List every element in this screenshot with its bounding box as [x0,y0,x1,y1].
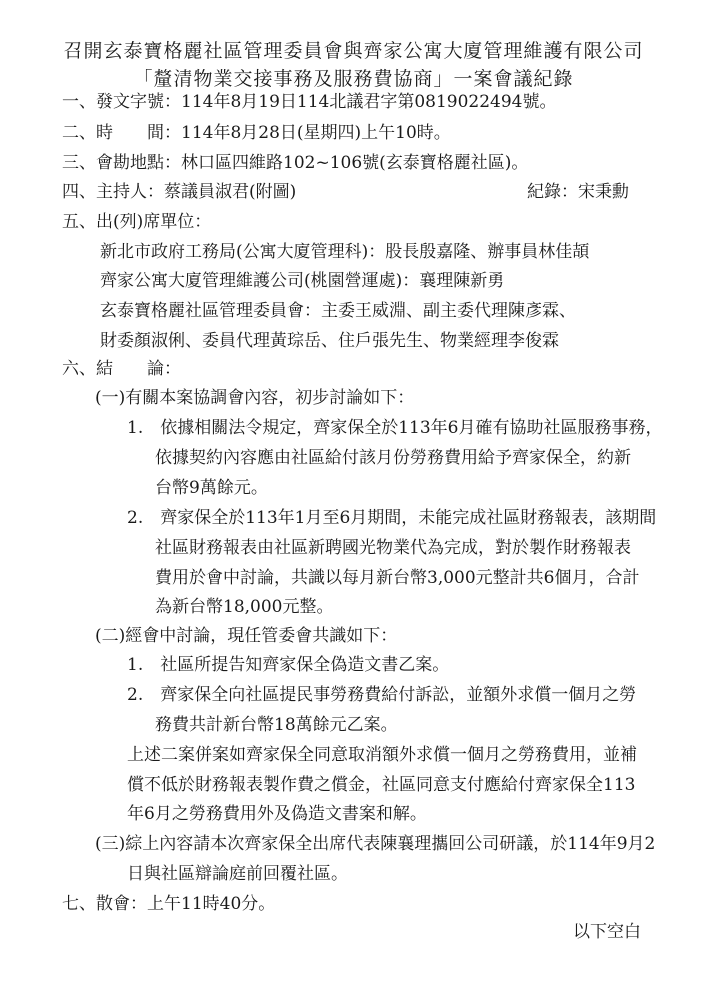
section-2-summary-line: 年6月之勞務費用外及偽造文書案和解。 [127,804,427,824]
document-title-line-2: 「釐清物業交接事務及服務費協商」一案會議紀錄 [133,68,574,90]
section-2-heading: (二)經會中討論，現任管委會共識如下： [95,626,398,646]
item-location: 三、會勘地點：林口區四維路102~106號(玄泰寶格麗社區)。 [62,153,529,173]
section-1-heading: (一)有關本案協調會內容，初步討論如下： [95,388,415,408]
attendee-line: 齊家公寓大廈管理維護公司(桃園營運處)：襄理陳新勇 [100,271,505,291]
attendee-line: 玄泰寶格麗社區管理委員會：主委王威淵、副主委代理陳彥霖、 [100,301,576,321]
section-3-line: (三)綜上內容請本次齊家保全出席代表陳襄理攜回公司研議，於114年9月2 [95,834,656,854]
item-chair: 四、主持人：蔡議員淑君(附圖) [62,182,297,202]
item-meeting-time: 二、時 間：114年8月28日(星期四)上午10時。 [62,123,451,143]
section-2-summary-line: 償不低於財務報表製作費之償金，社區同意支付應給付齊家保全113 [127,775,636,795]
section-1-item-2-line: 社區財務報表由社區新聘國光物業代為完成，對於製作財務報表 [155,538,631,558]
end-of-document-note: 以下空白 [573,922,641,942]
section-1-item-1-line: 1. 依據相關法令規定，齊家保全於113年6月確有協助社區服務事務， [127,418,663,438]
document-title-line-1: 召開玄泰寶格麗社區管理委員會與齊家公寓大廈管理維護有限公司 [63,40,644,62]
section-1-item-1-line: 台幣9萬餘元。 [155,478,268,498]
section-1-item-2-line: 2. 齊家保全於113年1月至6月期間，未能完成社區財務報表，該期間 [127,508,657,528]
section-1-item-2-line: 為新台幣18,000元整。 [155,597,334,617]
item-recorder: 紀錄：宋秉勳 [527,182,629,202]
section-2-item-1: 1. 社區所提告知齊家保全偽造文書乙案。 [127,655,450,675]
section-2-summary-line: 上述二案併案如齊家保全同意取消額外求償一個月之勞務費用，並補 [127,745,637,765]
section-2-item-2-line: 務費共計新台幣18萬餘元乙案。 [155,715,398,735]
section-1-item-2-line: 費用於會中討論，共識以每月新台幣3,000元整計共6個月，合計 [155,568,640,588]
attendees-heading: 五、出(列)席單位： [62,212,212,232]
item-doc-number: 一、發文字號：114年8月19日114北議君字第0819022494號。 [62,92,557,112]
conclusion-heading: 六、結 論： [62,359,181,379]
section-2-item-2-line: 2. 齊家保全向社區提民事勞務費給付訴訟，並額外求償一個月之勞 [127,685,637,705]
attendee-line: 財委顏淑俐、委員代理黃琮岳、住戶張先生、物業經理李俊霖 [100,331,559,351]
attendee-line: 新北市政府工務局(公寓大廈管理科)：股長殷嘉隆、辦事員林佳頡 [100,242,590,262]
section-1-item-1-line: 依據契約內容應由社區給付該月份勞務費用給予齊家保全，約新 [155,448,631,468]
adjourn-line: 七、散會：上午11時40分。 [62,894,276,914]
section-3-line: 日與社區辯論庭前回覆社區。 [127,864,348,884]
